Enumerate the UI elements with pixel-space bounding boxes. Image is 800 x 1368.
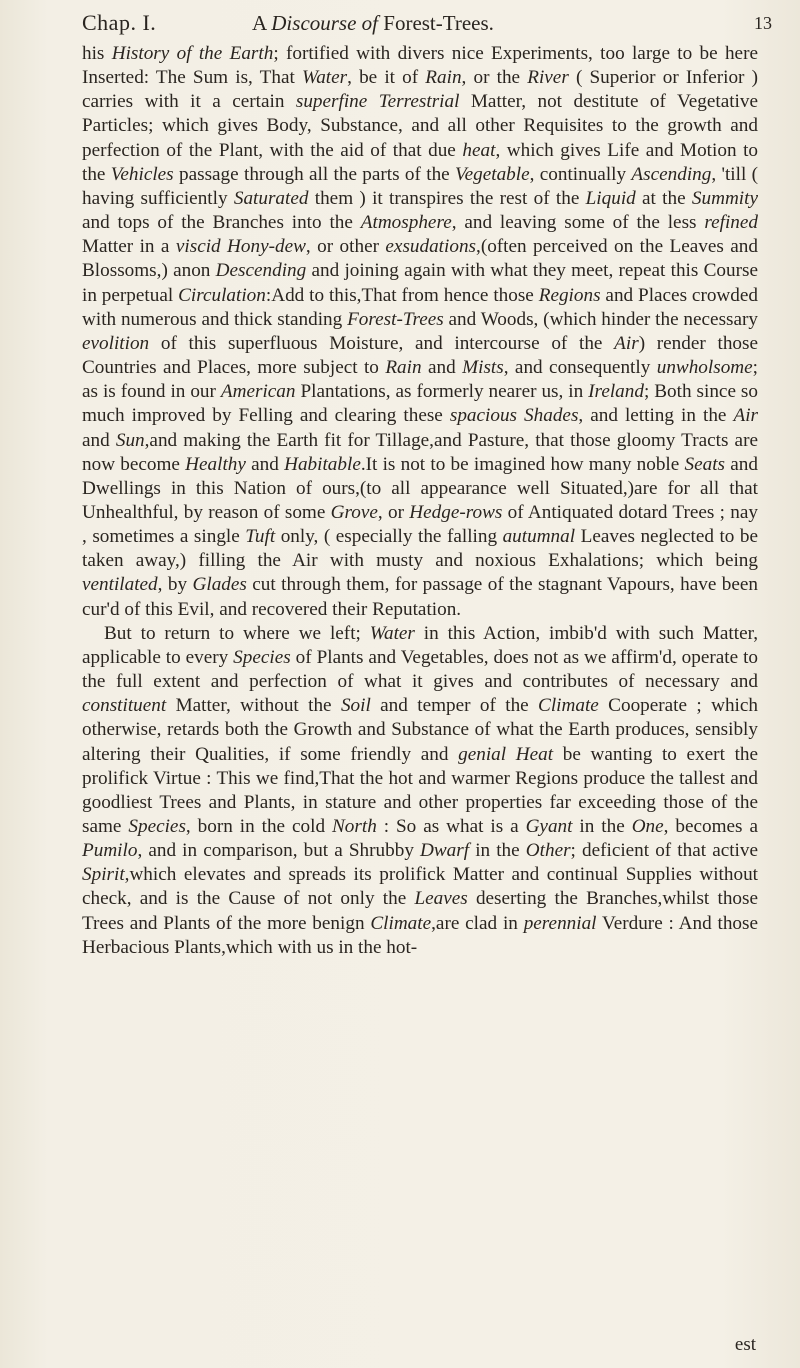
text-run: , or other — [305, 236, 386, 258]
text-run: and — [245, 453, 285, 475]
italic-run: Gyant — [525, 816, 573, 837]
text-run: , be it of — [347, 67, 426, 89]
italic-run: Water — [301, 67, 348, 89]
italic-run: North — [332, 816, 377, 837]
italic-run: exsudations — [385, 236, 477, 258]
text-run: , and leaving some of the less — [451, 212, 705, 234]
italic-run: ventilated — [82, 574, 158, 596]
text-run: .It is not to be imagined how many noble — [360, 453, 685, 475]
text-run: and Dwellings in this Nation of ours,(to all appearance well Situated,)are for all that Unhealthful, by reason of some — [82, 453, 758, 523]
italic-run: Ireland — [588, 381, 644, 403]
chapter-label: Chap. I. — [82, 10, 157, 35]
text-run: in this Action, imbib'd with such Matter, applicable to every — [82, 622, 758, 668]
italic-run: Grove — [330, 501, 378, 523]
paragraph-2 — [82, 622, 758, 960]
text-run: ,are clad in — [431, 912, 524, 934]
text-run: ,(often perceived on the Leaves and Blossoms,) anon — [82, 236, 758, 282]
italic-run: evolition — [82, 332, 150, 354]
text-run: , and letting in the — [578, 405, 734, 427]
text-run: ) render those Countries and Places, more subject to — [82, 332, 758, 379]
text-run: deserting the Branches,whilst those Trees and Plants of the more benign — [82, 888, 758, 934]
text-run: :Add to this,That from hence those — [265, 284, 539, 306]
italic-run: superfine Terrestrial — [295, 91, 460, 113]
page-number: 13 — [754, 13, 772, 33]
italic-run: Water — [369, 622, 415, 644]
text-run: and temper of the — [370, 695, 539, 717]
italic-run: Rain — [425, 67, 462, 89]
italic-run: Descending — [215, 260, 307, 282]
italic-run: Atmosphere — [360, 212, 452, 234]
italic-run: Glades — [192, 574, 247, 596]
text-run: ; deficient of that active — [570, 840, 758, 862]
text-run: of Plants and Vegetables, does not as we affirm'd, operate to the full extent and perfection of what it gives and contributes of necessary and — [82, 646, 758, 693]
italic-run: spacious Shades — [449, 405, 579, 427]
running-title-italic: Discourse of — [271, 11, 379, 35]
text-run: , continually — [529, 163, 632, 185]
text-run: : So as what is a — [376, 816, 526, 837]
italic-run: Liquid — [585, 187, 636, 209]
text-run: Leaves neglected to be taken away,) filling the Air with musty and noxious Exhalations; which being — [82, 526, 759, 572]
italic-run: Hedge-rows — [409, 501, 503, 523]
italic-run: perennial — [523, 912, 597, 934]
text-run: , 'till ( having sufficiently — [82, 163, 758, 209]
text-run: and tops of the Branches into the — [82, 212, 361, 234]
italic-run: Other — [525, 840, 571, 862]
text-run: and joining again with what they meet, repeat this Course in perpetual — [82, 260, 758, 306]
text-run: Matter, without the — [166, 695, 341, 717]
running-title — [252, 8, 494, 38]
italic-run: Species — [128, 816, 186, 837]
italic-run: Habitable — [284, 453, 361, 475]
italic-run: River — [527, 67, 569, 89]
text-run: , and consequently — [503, 357, 657, 379]
text-run: in the — [469, 840, 526, 862]
running-title-suffix: Forest-Trees. — [378, 11, 494, 35]
italic-run: Vegetable — [455, 163, 530, 185]
italic-run: autumnal — [502, 526, 576, 548]
italic-run: unwholsome — [656, 357, 753, 379]
text-run: , and in comparison, but a Shrubby — [137, 840, 421, 862]
italic-run: Climate — [370, 912, 432, 934]
text-run: But to return to where we left; — [104, 622, 370, 644]
italic-run: Soil — [340, 695, 371, 717]
italic-run: Forest-Trees — [347, 308, 444, 330]
text-run: Cooperate ; which otherwise, retards both the Growth and Substance of what the Earth produces, sensibly altering their Qualities, if some friendly and — [82, 695, 758, 765]
text-run: and — [82, 429, 116, 451]
text-run: at the — [635, 187, 692, 209]
italic-run: Vehicles — [110, 163, 174, 185]
text-run: ( Superior or Inferior ) carries with it a certain — [82, 67, 758, 113]
italic-run: Pumilo — [82, 840, 138, 862]
text-run: and Places crowded with numerous and thick standing — [82, 284, 758, 330]
italic-run: Leaves — [414, 888, 468, 910]
text-run: of this superfluous Moisture, and intercourse of the — [149, 332, 615, 354]
text-run: , which gives Life and Motion to the — [82, 139, 759, 185]
paragraph-1 — [82, 42, 758, 622]
italic-run: History of the Earth — [111, 43, 274, 64]
text-run: , becomes a — [663, 816, 758, 837]
running-head — [82, 8, 772, 38]
italic-run: Air — [614, 332, 639, 354]
text-run: , by — [157, 574, 193, 596]
italic-run: Circulation — [178, 284, 266, 306]
text-run: in the — [572, 816, 632, 837]
text-run: Verdure : And those Herbacious Plants,which with us in the hot- — [82, 912, 758, 958]
text-run: , or the — [461, 67, 528, 89]
text-run: Matter, not destitute of Vegetative Particles; which gives Body, Substance, and all other Requisites to the growth and perfection of the Plant, with the aid of that due — [82, 91, 758, 161]
text-run: ,and making the Earth fit for Tillage,and Pasture, that those gloomy Tracts are now become — [82, 429, 758, 475]
text-run: , or — [377, 501, 410, 523]
italic-run: American — [220, 381, 296, 403]
text-run: , born in the cold — [185, 816, 332, 837]
body-text — [82, 42, 758, 960]
text-run: them ) it transpires the rest of the — [308, 187, 586, 209]
text-run: his — [82, 43, 112, 64]
italic-run: Tuft — [245, 526, 276, 548]
italic-run: Regions — [538, 284, 601, 306]
running-title-prefix: A — [252, 11, 272, 35]
text-run: only, ( especially the falling — [275, 526, 503, 548]
text-run: be wanting to exert the prolifick Virtue : This we find,That the hot and warmer Regions produce the tallest and goodliest Trees and Plants, in stature and other properties far exceeding those of the same — [82, 743, 759, 837]
text-run: and Woods, (which hinder the necessary — [443, 308, 759, 330]
text-run: ; as is found in our — [82, 357, 758, 403]
catchword: est — [734, 1334, 756, 1355]
italic-run: Dwarf — [420, 840, 470, 862]
text-run: ; fortified with divers nice Experiments, too large to be here Inserted: The Sum is, That — [82, 43, 758, 89]
italic-run: Rain — [385, 357, 422, 379]
italic-run: viscid Hony-dew — [175, 236, 306, 258]
italic-run: constituent — [82, 695, 167, 717]
italic-run: Spirit — [82, 864, 125, 886]
italic-run: Healthy — [185, 453, 246, 475]
text-run: ; Both since so much improved by Felling and clearing these — [82, 381, 758, 427]
italic-run: Climate — [538, 695, 599, 717]
italic-run: heat — [462, 139, 496, 161]
italic-run: refined — [704, 212, 759, 234]
text-run: passage through all the parts of the — [173, 163, 456, 185]
italic-run: Species — [233, 646, 291, 668]
text-run: ,which elevates and spreads its prolifick Matter and continual Supplies without check, and is the Cause of not only the — [82, 864, 758, 910]
text-run: and — [421, 357, 463, 379]
italic-run: Ascending — [631, 163, 712, 185]
italic-run: Sun — [115, 429, 145, 451]
text-run: of Antiquated dotard Trees ; nay , sometimes a single — [82, 501, 758, 548]
text-run: Matter in a — [82, 236, 176, 258]
italic-run: Seats — [684, 453, 726, 475]
italic-run: Summity — [691, 187, 758, 209]
italic-run: Saturated — [233, 187, 309, 209]
italic-run: Mists — [462, 357, 504, 379]
text-run: Plantations, as formerly nearer us, in — [295, 381, 589, 403]
italic-run: Air — [733, 405, 758, 427]
text-run: cut through them, for passage of the stagnant Vapours, have been cur'd of this Evil, and recovered their Reputation. — [82, 574, 759, 620]
italic-run: genial Heat — [458, 743, 554, 765]
italic-run: One — [631, 816, 664, 837]
